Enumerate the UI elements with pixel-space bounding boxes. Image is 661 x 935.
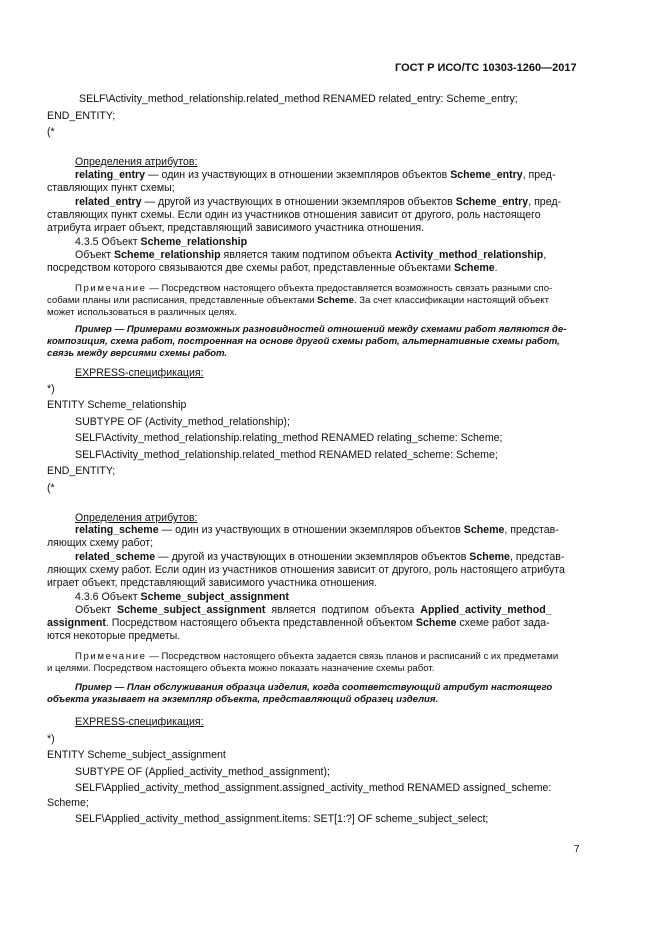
note-line: и целями. Посредством настоящего объекта можно показать назначение схемы работ. [47, 663, 435, 674]
note-label: Примечание [75, 651, 147, 662]
code-line: SELF\Activity_method_relationship.related_method RENAMED related_entry: Scheme_entry; [79, 93, 518, 105]
text-fragment: собами планы или расписания, представленные объектами [47, 295, 318, 306]
note-line: может использоваться в различных целях. [47, 307, 238, 318]
attribute-definitions-heading: Определения атрибутов: [75, 156, 198, 168]
entity-name: Scheme_subject_assignment [140, 591, 289, 603]
text-line [75, 604, 552, 617]
text-line [47, 617, 550, 630]
example-line: Пример — План обслуживания образца изделия, когда соответствующий атрибут настоящего [75, 682, 553, 693]
code-line: *) [47, 383, 55, 395]
example-line: связь между версиями схемы работ. [47, 348, 228, 359]
code-line: ENTITY Scheme_subject_assignment [47, 749, 226, 761]
text-line: ставляющих пункт схемы; [47, 182, 175, 194]
code-line: SELF\Applied_activity_method_assignment.items: SET[1:?] OF scheme_subject_select; [75, 813, 489, 825]
text-line: играет объект, представляющий зависимого участника отношения. [47, 577, 378, 589]
attribute-name: related_entry [75, 196, 142, 208]
text-fragment: , пред- [522, 169, 556, 181]
text-line: ляющих схему работ. Если один из участников отношения зависит от другого, роль настоящего атрибута [47, 564, 565, 576]
entity-name: Scheme_subject_assignment [117, 604, 266, 616]
entity-name: Activity_method_relationship [394, 249, 544, 261]
code-line: SUBTYPE OF (Applied_activity_method_assignment); [75, 766, 330, 778]
attribute-definitions-heading: Определения атрибутов: [75, 512, 198, 524]
attribute-name: relating_entry [75, 169, 146, 181]
text-fragment: . Посредством настоящего объекта представленной объектом [105, 617, 416, 629]
text-fragment: — один из участвующих в отношении экземпляров объектов [158, 524, 464, 536]
text-fragment: — другой из участвующих в отношении экземпляров объектов [155, 551, 470, 563]
text-line [75, 169, 556, 182]
code-line: (* [47, 126, 55, 138]
text-line [75, 551, 564, 564]
text-fragment: — один из участвующих в отношении экземпляров объектов [145, 169, 451, 181]
text-line: атрибута играет объект, представляющий зависимого участника отношения. [47, 222, 425, 234]
entity-name: Scheme_relationship [114, 249, 221, 261]
text-fragment: , [543, 249, 547, 261]
text-line: ляющих схему работ; [47, 537, 154, 549]
code-line: SELF\Applied_activity_method_assignment.assigned_activity_method RENAMED assigned_scheme: [75, 782, 552, 794]
express-specification-heading: EXPRESS-спецификация: [75, 716, 204, 728]
text-line [47, 262, 498, 275]
entity-name: Scheme [415, 617, 457, 629]
text-fragment: является подтипом объекта [265, 604, 421, 616]
text-fragment: — другой из участвующих в отношении экземпляров объектов [141, 196, 456, 208]
text-fragment: , представ- [504, 524, 559, 536]
text-fragment: Объект [75, 604, 118, 616]
code-line: SUBTYPE OF (Activity_method_relationship); [75, 416, 290, 428]
text-line [75, 524, 559, 537]
code-line: END_ENTITY; [47, 465, 116, 477]
text-fragment: . [494, 262, 498, 274]
code-line: SELF\Activity_method_relationship.related_method RENAMED related_scheme: Scheme; [75, 449, 498, 461]
code-line: (* [47, 482, 55, 494]
entity-name: assignment [47, 617, 106, 629]
entity-name: Scheme [469, 551, 510, 563]
entity-name: Applied_activity_method_ [420, 604, 552, 616]
example-line: Пример — Примерами возможных разновидностей отношений между схемами работ являются де- [75, 324, 567, 335]
entity-name: Scheme_relationship [140, 236, 248, 248]
text-fragment: схеме работ зада- [456, 617, 550, 629]
note-label: Примечание [75, 283, 147, 294]
section-heading-4-3-6 [75, 591, 289, 604]
entity-name: Scheme [454, 262, 495, 274]
code-line: *) [47, 733, 55, 745]
code-line: ENTITY Scheme_relationship [47, 399, 187, 411]
text-line: ставляющих пункт схемы. Если один из участников отношения зависит от другого, роль настоящего [47, 209, 541, 221]
entity-name: Scheme [317, 295, 354, 306]
document-header: ГОСТ Р ИСО/ТС 10303-1260—2017 [395, 62, 577, 74]
section-number: 4.3.6 Объект [75, 591, 141, 603]
text-fragment: , представ- [509, 551, 565, 563]
express-specification-heading: EXPRESS-спецификация: [75, 367, 204, 379]
text-line [75, 249, 546, 262]
text-line: ются некоторые предметы. [47, 630, 181, 642]
text-fragment: посредством которого связываются две схемы работ, представленные объектами [47, 262, 455, 274]
attribute-name: relating_scheme [75, 524, 159, 536]
text-fragment: . За счет классификации настоящий объект [353, 295, 549, 306]
entity-name: Scheme [463, 524, 505, 536]
text-line [75, 196, 561, 209]
text-fragment: — Посредством настоящего объекта предоставляется возможность связать разными спо- [146, 283, 553, 294]
text-fragment: Объект [75, 249, 115, 261]
text-fragment: является таким подтипом объекта [220, 249, 395, 261]
text-fragment: — Посредством настоящего объекта задается связь планов и расписаний с их предметами [146, 651, 559, 662]
attribute-name: related_scheme [75, 551, 156, 563]
example-line: объекта указывает на экземпляр объекта, представляющий образец изделия. [47, 694, 439, 705]
code-line: END_ENTITY; [47, 110, 116, 122]
section-heading-4-3-5 [75, 236, 247, 249]
code-line: Scheme; [47, 797, 89, 809]
code-line: SELF\Activity_method_relationship.relating_method RENAMED relating_scheme: Scheme; [75, 432, 503, 444]
page-number: 7 [574, 844, 580, 855]
example-line: композиция, схема работ, построенная на основе другой схемы работ, альтернативные схемы работ, [47, 336, 560, 347]
entity-name: Scheme_entry [455, 196, 529, 208]
entity-name: Scheme_entry [450, 169, 523, 181]
section-number: 4.3.5 Объект [75, 236, 141, 248]
text-fragment: , пред- [528, 196, 562, 208]
